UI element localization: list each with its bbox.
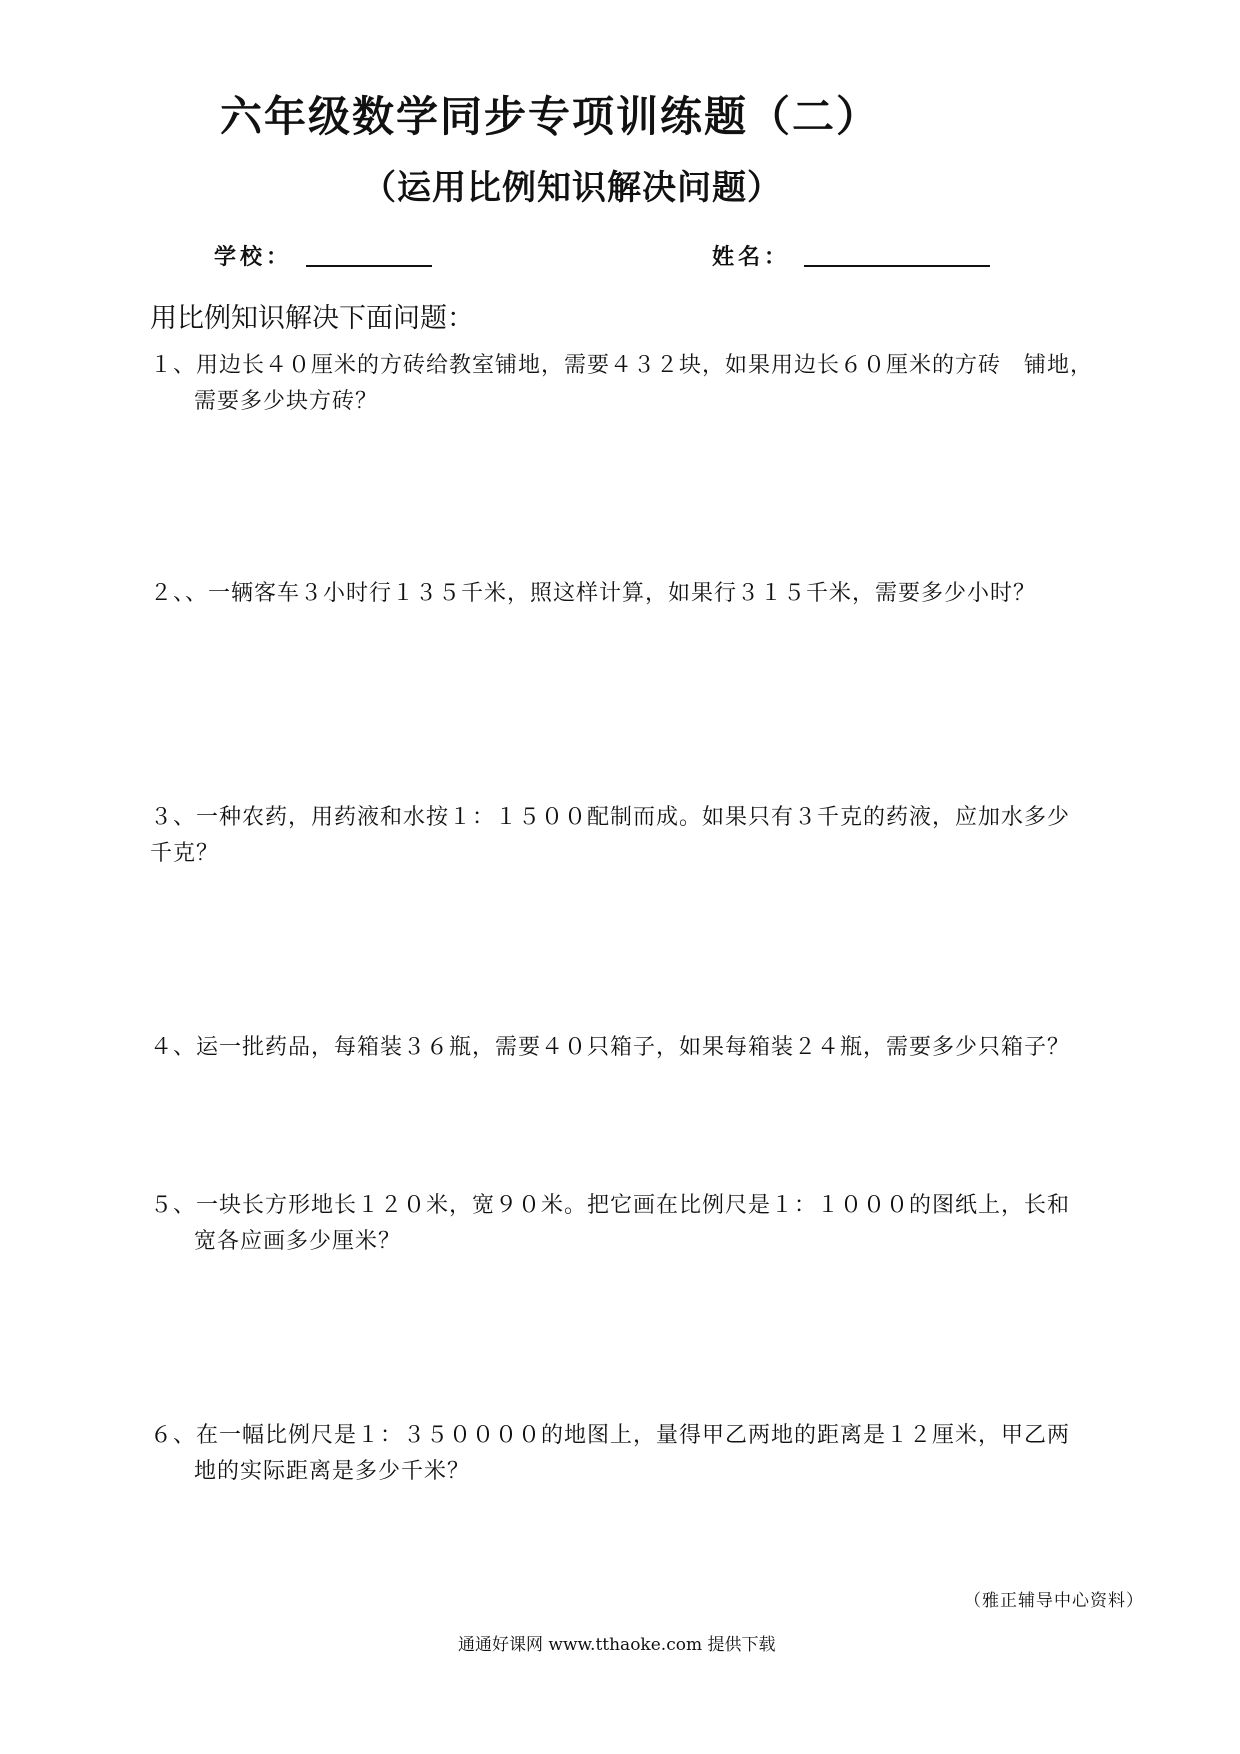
question-text: １、用边长４０厘米的方砖给教室铺地，需要４３２块，如果用边长６０厘米的方砖 铺地， <box>150 353 1094 378</box>
footer-source: 通通好课网 www.tthaoke.com 提供下载 <box>458 1635 776 1655</box>
question-text: ６、在一幅比例尺是１：３５００００的地图上，量得甲乙两地的距离是１２厘米，甲乙两 <box>150 1423 1071 1448</box>
school-label: 学校： <box>214 245 293 270</box>
footer-note: （雅正辅导中心资料） <box>964 1591 1144 1611</box>
school-field[interactable] <box>306 265 432 267</box>
question-2 <box>150 576 1150 612</box>
question-text: ３、一种农药，用药液和水按１：１５００配制而成。如果只有３千克的药液，应加水多少 <box>150 805 1071 830</box>
question-text: ２、、一辆客车３小时行１３５千米，照这样计算，如果行３１５千米，需要多少小时？ <box>150 581 1037 606</box>
question-6 <box>150 1418 1150 1490</box>
name-label: 姓名： <box>712 245 791 270</box>
question-1 <box>150 348 1150 420</box>
question-text: ５、一块长方形地长１２０米，宽９０米。把它画在比例尺是１：１０００的图纸上，长和 <box>150 1193 1071 1218</box>
question-5 <box>150 1188 1150 1260</box>
question-text-continued: 需要多少块方砖？ <box>194 389 379 414</box>
question-text: ４、运一批药品，每箱装３６瓶，需要４０只箱子，如果每箱装２４瓶，需要多少只箱子？ <box>150 1035 1071 1060</box>
page-title: 六年级数学同步专项训练题（二） <box>219 92 880 141</box>
question-text-continued: 宽各应画多少厘米？ <box>194 1229 402 1254</box>
question-text-continued: 千克？ <box>150 841 220 866</box>
question-text-continued: 地的实际距离是多少千米？ <box>194 1459 471 1484</box>
question-4 <box>150 1030 1150 1066</box>
page-subtitle: （运用比例知识解决问题） <box>362 168 782 208</box>
question-3 <box>150 800 1150 872</box>
name-field[interactable] <box>804 265 990 267</box>
instruction-text: 用比例知识解决下面问题： <box>150 303 474 334</box>
